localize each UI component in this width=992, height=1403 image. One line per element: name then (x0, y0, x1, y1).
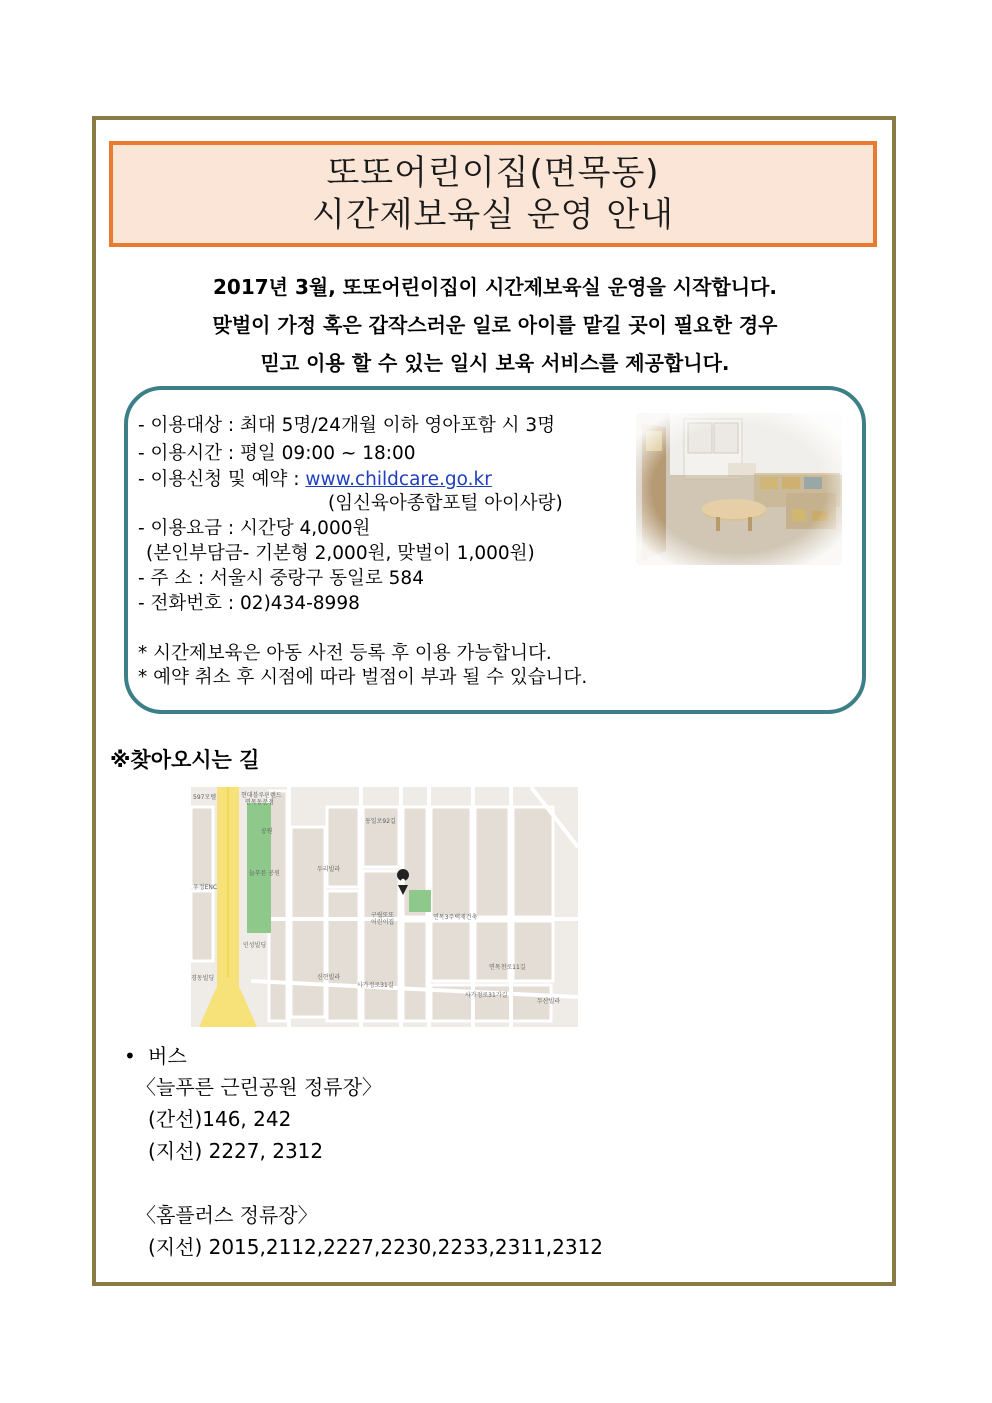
stop-1-branch: (지선) 2227, 2312 (148, 1139, 324, 1163)
map-label-park: 늘푸른 공원 (249, 870, 280, 877)
map-label-dusan: 두산빌라 (537, 998, 561, 1005)
map-label-park-small: 공원 (261, 828, 273, 835)
info-fee-note: (본인부담금- 기본형 2,000원, 맞벌이 1,000원) (146, 543, 535, 564)
location-map[interactable] (191, 787, 578, 1027)
map-label-kyungdong: 경동빌딩 (191, 975, 215, 982)
map-label-uj: 우정ENC (193, 884, 218, 891)
info-apply-label: - 이용신청 및 예약 : (138, 469, 306, 490)
intro-line-2: 맞벌이 가정 혹은 갑작스러운 일로 아이를 맡길 곳이 필요한 경우 (212, 313, 778, 337)
classroom-photo (636, 413, 842, 565)
info-phone: - 전화번호 : 02)434-8998 (138, 593, 360, 614)
map-label-bank2: 면목동분점 (245, 799, 274, 806)
bus-bullet: • (124, 1044, 136, 1068)
stop-2-name: 〈홈플러스 정류장〉 (136, 1203, 318, 1227)
map-label-road2: 면목천로11길 (489, 964, 526, 971)
stop-1-trunk: (간선)146, 242 (148, 1107, 292, 1131)
info-note-2: * 예약 취소 후 시점에 따라 벌점이 부과 될 수 있습니다. (138, 667, 588, 688)
title-box (109, 141, 877, 247)
intro-line-3: 믿고 이용 할 수 있는 일시 보육 서비스를 제공합니다. (260, 351, 730, 375)
title-line-2: 시간제보육실 운영 안내 (311, 195, 675, 235)
stop-1-name: 〈늘푸른 근린공원 정류장〉 (136, 1075, 382, 1099)
map-label-street2: 사가정로31가길 (465, 992, 508, 999)
info-apply-note: (임신육아종합포털 아이사랑) (328, 493, 563, 514)
map-label-bank: 현대블루핀랜드 (241, 792, 282, 799)
info-fee: - 이용요금 : 시간당 4,000원 (138, 518, 371, 539)
info-target: - 이용대상 : 최대 5명/24개월 이하 영아포함 시 3명 (138, 415, 556, 436)
title-line-1: 또또어린이집(면목동) (326, 153, 660, 193)
map-label-school2: 어린이집 (371, 919, 395, 926)
map-label-dure: 두리빌라 (317, 866, 341, 873)
map-label-shinhyun: 신현빌라 (317, 974, 341, 981)
map-label-street1: 사가정로31길 (357, 982, 394, 989)
info-address: - 주 소 : 서울시 중랑구 동일로 584 (138, 568, 424, 589)
stop-2-branch: (지선) 2015,2112,2227,2230,2233,2311,2312 (148, 1235, 604, 1259)
map-label-road1: 동일로92길 (365, 818, 396, 825)
childcare-link[interactable]: www.childcare.go.kr (305, 469, 492, 490)
map-label-redevelop: 면목3주택재건축 (433, 914, 478, 921)
directions-heading: ※찾아오시는 길 (110, 748, 260, 772)
info-hours: - 이용시간 : 평일 09:00 ~ 18:00 (138, 443, 416, 464)
info-apply (138, 468, 492, 492)
map-label-school: 구립또또 (371, 912, 395, 919)
intro-line-1: 2017년 3월, 또또어린이집이 시간제보육실 운영을 시작합니다. (213, 275, 777, 299)
info-note-1: * 시간제보육은 아동 사전 등록 후 이용 가능합니다. (138, 643, 552, 664)
bus-label: 버스 (148, 1044, 187, 1068)
map-label-motel: 597모텔 (193, 794, 217, 801)
map-label-insung: 인성빌딩 (243, 942, 267, 949)
